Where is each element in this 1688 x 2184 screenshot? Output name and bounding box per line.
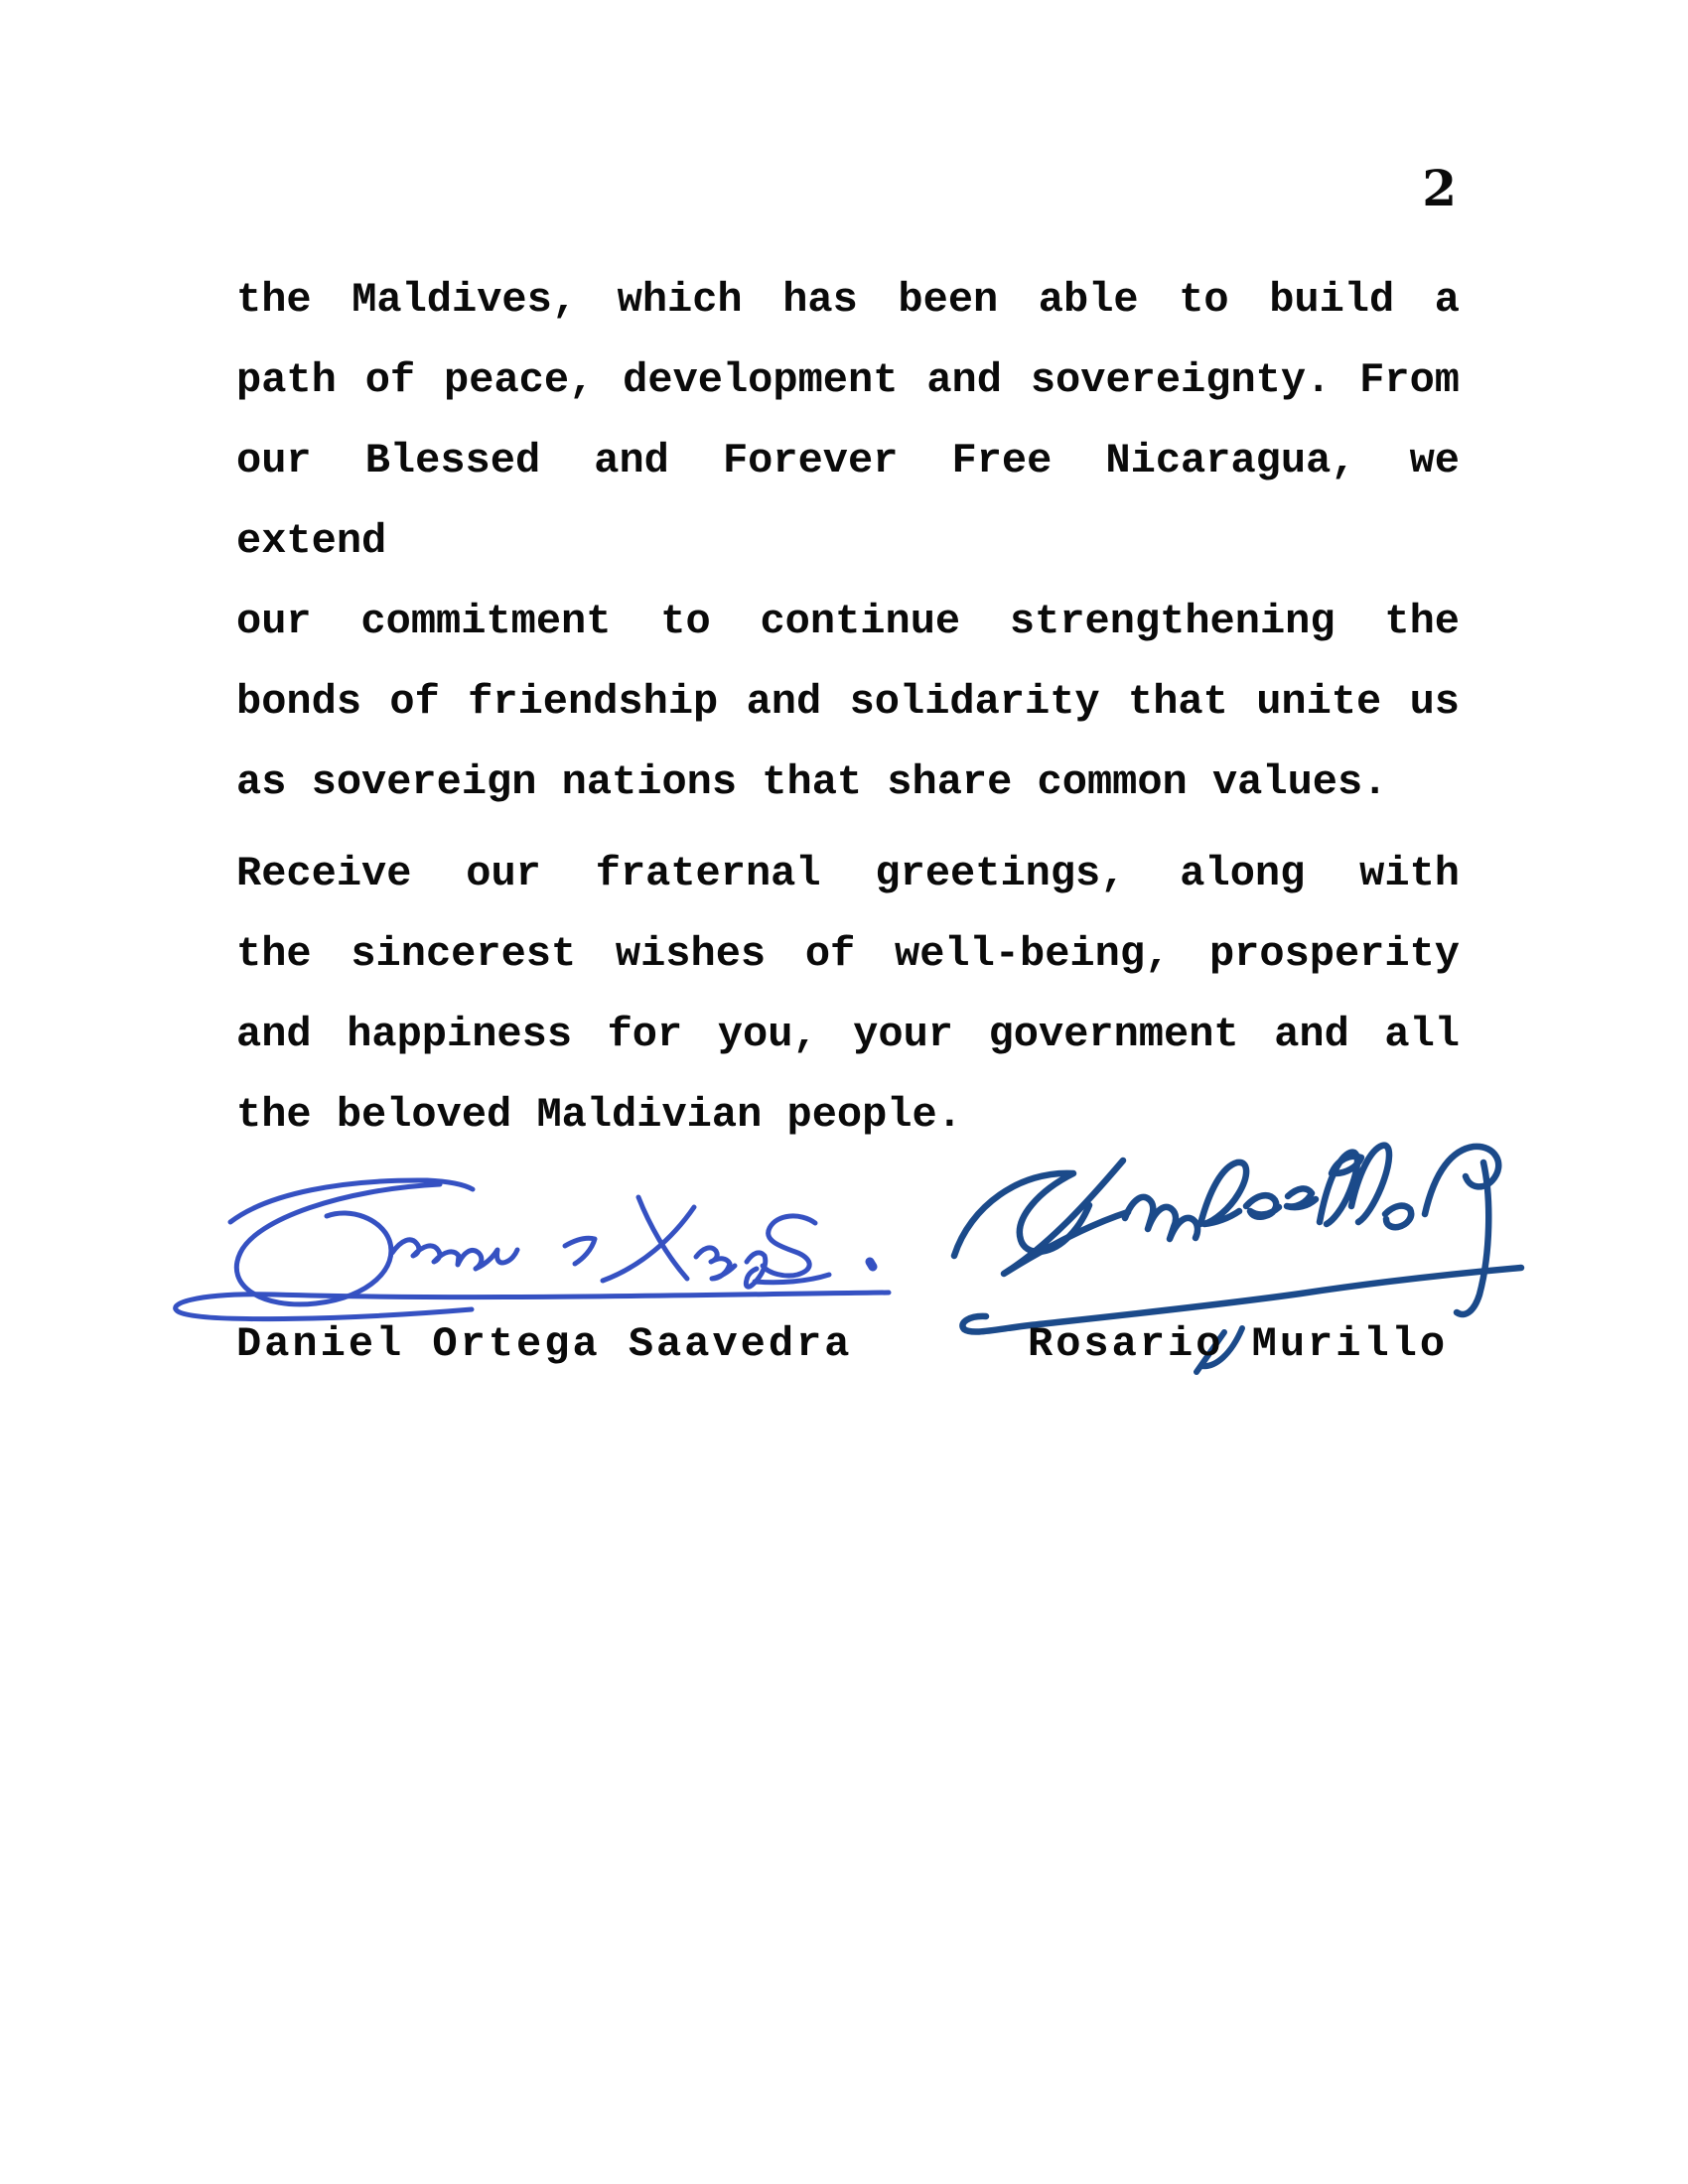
signature-strokes-left: [176, 1180, 889, 1319]
body-line: path of peace, development and sovereignty. From: [236, 356, 1460, 404]
paragraph-1: [236, 260, 1460, 823]
body-line: our commitment to continue strengthening the: [236, 598, 1460, 645]
daniel-ortega-signature-ink: [144, 1169, 909, 1333]
body-line: the Maldives, which has been able to build a: [236, 276, 1460, 324]
page-number: 2: [1422, 159, 1457, 217]
body-line: and happiness for you, your government and all: [236, 1011, 1460, 1058]
signatory-name-daniel-ortega: Daniel Ortega Saavedra: [236, 1320, 853, 1368]
body-line: Receive our fraternal greetings, along with: [236, 850, 1460, 897]
body-line: as sovereign nations that share common values.: [236, 758, 1388, 806]
signatory-name-rosario-murillo: Rosario Murillo: [1028, 1320, 1449, 1368]
paragraph-2: [236, 834, 1460, 1156]
body-line: the sincerest wishes of well-being, prosperity: [236, 930, 1460, 978]
body-line: bonds of friendship and solidarity that unite us: [236, 678, 1460, 726]
body-line: our Blessed and Forever Free Nicaragua, we extend: [236, 437, 1460, 565]
body-line: the beloved Maldivian people.: [236, 1091, 962, 1139]
